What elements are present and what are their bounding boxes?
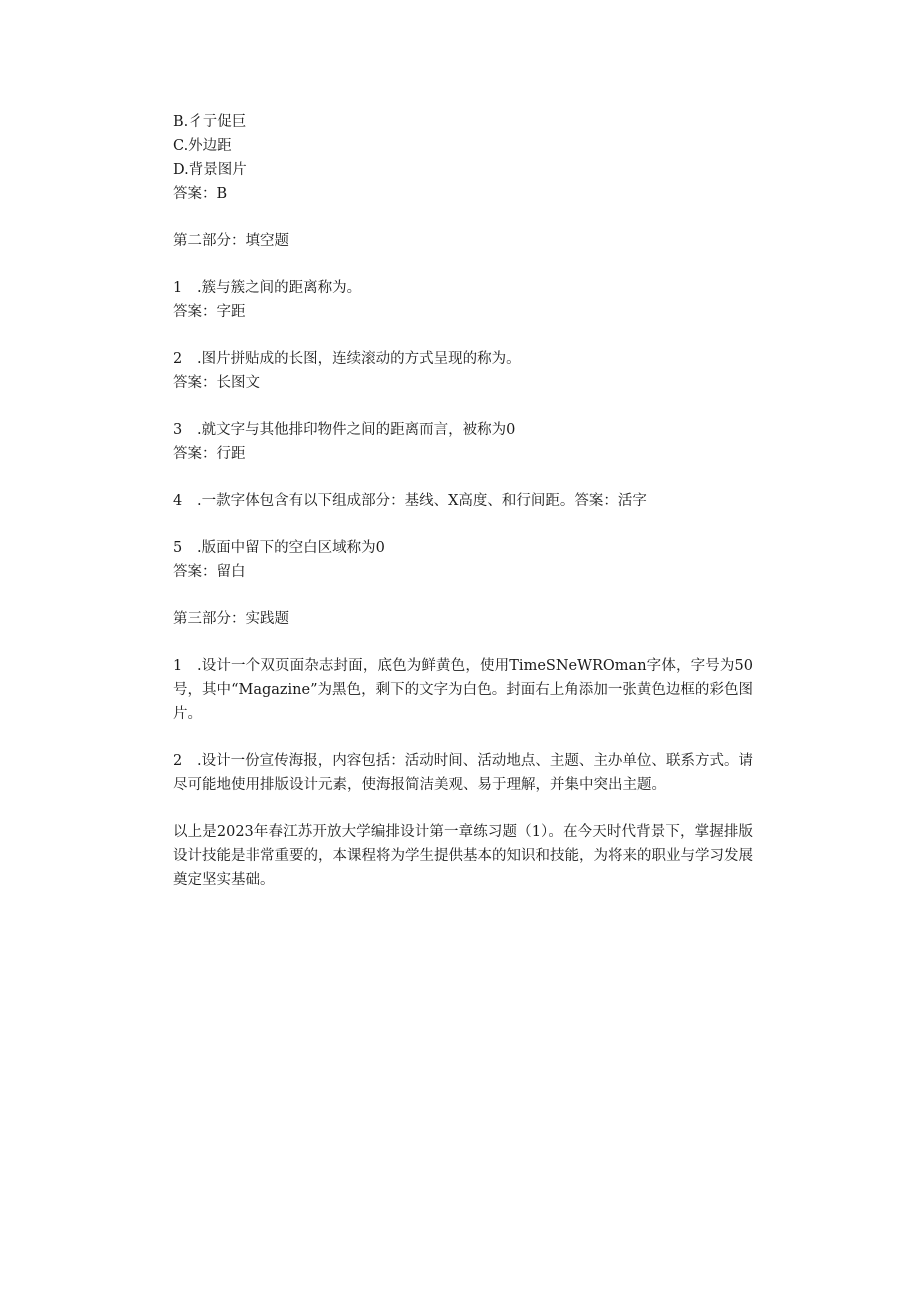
- question-number: 4: [173, 493, 183, 509]
- fill-answer-3: 答案：行距: [173, 446, 246, 462]
- practice-question-1: [173, 654, 753, 726]
- choice-b: B.彳亍促巨: [173, 114, 247, 130]
- fill-answer-1: 答案：字距: [173, 304, 246, 320]
- fill-question-1: [173, 276, 753, 300]
- question-text: .一款字体包含有以下组成部分：基线、X高度、和行间距。答案：活字: [197, 493, 647, 509]
- conclusion-paragraph: 以上是2023年春江苏开放大学编排设计第一章练习题（1）。在今天时代背景下，掌握排版设计技能是非常重要的，本课程将为学生提供基本的知识和技能，为将来的职业与学习发展奠定坚实基础。: [173, 824, 753, 888]
- fill-question-4: [173, 489, 753, 513]
- question-number: 1: [173, 658, 183, 674]
- question-number: 2: [173, 753, 183, 769]
- question-text: .簇与簇之间的距离称为。: [197, 280, 362, 296]
- fill-answer-5: 答案：留白: [173, 564, 246, 580]
- question-number: 1: [173, 280, 183, 296]
- part2-heading: 第二部分：填空题: [173, 233, 289, 249]
- fill-question-5: [173, 536, 753, 560]
- document-page: [173, 110, 753, 892]
- fill-answer-2: 答案：长图文: [173, 375, 260, 391]
- practice-question-2: [173, 749, 753, 797]
- fill-question-3: [173, 418, 753, 442]
- part3-heading: 第三部分：实践题: [173, 611, 289, 627]
- choice-c: C.外边距: [173, 138, 232, 154]
- choice-answer: 答案：B: [173, 186, 228, 202]
- question-number: 3: [173, 422, 183, 438]
- question-text: .图片拼贴成的长图，连续滚动的方式呈现的称为。: [197, 351, 521, 367]
- choice-d: D.背景图片: [173, 162, 247, 178]
- question-text: .设计一份宣传海报，内容包括：活动时间、活动地点、主题、主办单位、联系方式。请尽可能地使用排版设计元素，使海报简洁美观、易于理解，并集中突出主题。: [173, 753, 753, 793]
- fill-question-2: [173, 347, 753, 371]
- question-number: 2: [173, 351, 183, 367]
- question-number: 5: [173, 540, 183, 556]
- question-text: .设计一个双页面杂志封面，底色为鲜黄色，使用TimeSNeWROman字体，字号为50号，其中“Magazine”为黑色，剩下的文字为白色。封面右上角添加一张黄色边框的彩色图片。: [173, 658, 753, 722]
- question-text: .就文字与其他排印物件之间的距离而言，被称为0: [197, 422, 516, 438]
- question-text: .版面中留下的空白区域称为0: [197, 540, 385, 556]
